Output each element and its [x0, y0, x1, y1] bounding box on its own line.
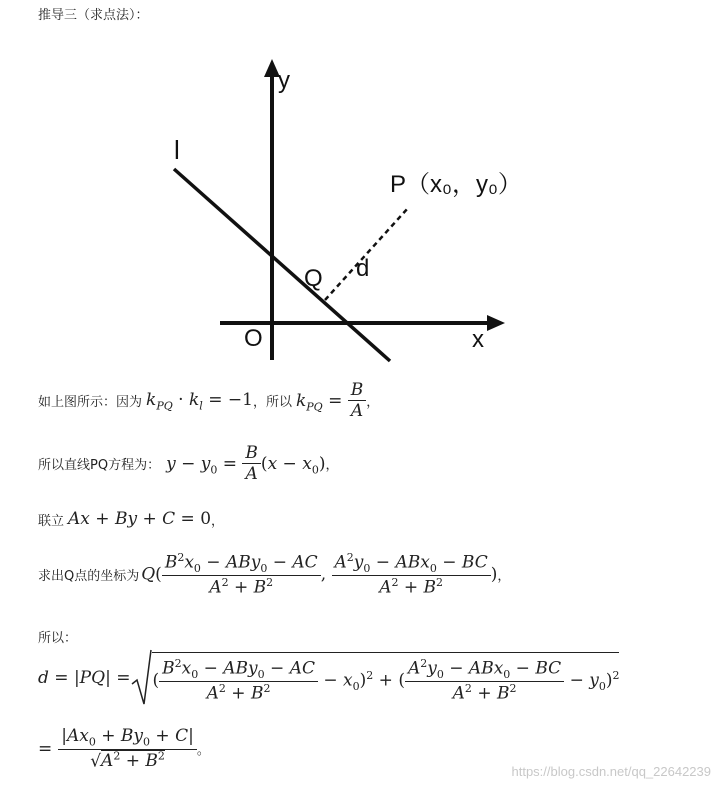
row2-prefix: 所以直线PQ方程为：	[38, 458, 161, 474]
row5-prefix: 所以：	[38, 631, 78, 646]
distance-result	[38, 726, 210, 772]
row1-suffix: ，	[366, 395, 380, 411]
slope-product: $k_{PQ} \cdot k_l = -1$	[146, 389, 253, 413]
row4-suffix: ，	[497, 569, 511, 585]
watermark: https://blog.csdn.net/qq_22642239	[511, 764, 711, 779]
x-axis-arrow	[487, 315, 505, 331]
equation-row-1	[38, 380, 379, 422]
origin-label: O	[244, 325, 263, 352]
line-l-equation: Ax + By + C = 0	[68, 509, 212, 529]
equation-row-3	[38, 509, 224, 529]
equation-row-2	[38, 443, 338, 485]
distance-radicand: ( $\frac{B^2x_0 - ABy_0 - AC}{A^2 + B^2}$ − $x_0)^2$ + ( $\frac{A^2y_0 - ABx_0 - BC}{A^2 + B^2}$ − $y_0)^2$	[152, 652, 619, 704]
point-p-label: P（x₀，y₀）	[390, 171, 522, 198]
line-l-label: l	[174, 135, 180, 165]
sqrt-sign	[130, 648, 152, 708]
result-fraction: $\frac{|Ax_0 + By_0 + C|}{√A^2 + B^2}$	[58, 726, 197, 772]
equals-sign: =	[38, 738, 53, 759]
line-pq-equation: $y - y_0$ = $\frac{B}{A}$ $(x - x_0)$	[166, 443, 326, 485]
y-label: y	[278, 67, 290, 94]
x-label: x	[472, 326, 484, 353]
row7-suffix: 。	[196, 743, 210, 759]
slope-pq: $k_{PQ}$ = $\frac{B}{A}$	[296, 380, 366, 422]
equation-row-4	[38, 551, 510, 598]
distance-segment	[325, 208, 408, 300]
point-q-label: Q	[304, 265, 323, 292]
row4-prefix: 求出Q点的坐标为	[38, 569, 140, 585]
distance-formula	[38, 648, 619, 708]
distance-lhs: d = |PQ| =	[38, 668, 131, 688]
row2-suffix: ，	[325, 458, 339, 474]
point-q-coordinates: Q( $\frac{B^2x_0 - ABy_0 - AC}{A^2 + B^2}$ , $\frac{A^2y_0 - ABx_0 - BC}{A^2 + B^2}$ )	[141, 551, 498, 598]
row1-prefix: 如上图所示：因为	[38, 395, 143, 411]
row1-mid: ，所以	[252, 395, 292, 411]
row3-prefix: 联立	[38, 513, 65, 529]
distance-d-label: d	[356, 255, 370, 282]
section-heading: 推导三（求点法）：	[38, 8, 149, 23]
geometry-diagram	[160, 55, 530, 365]
row3-suffix: ，	[211, 513, 225, 529]
